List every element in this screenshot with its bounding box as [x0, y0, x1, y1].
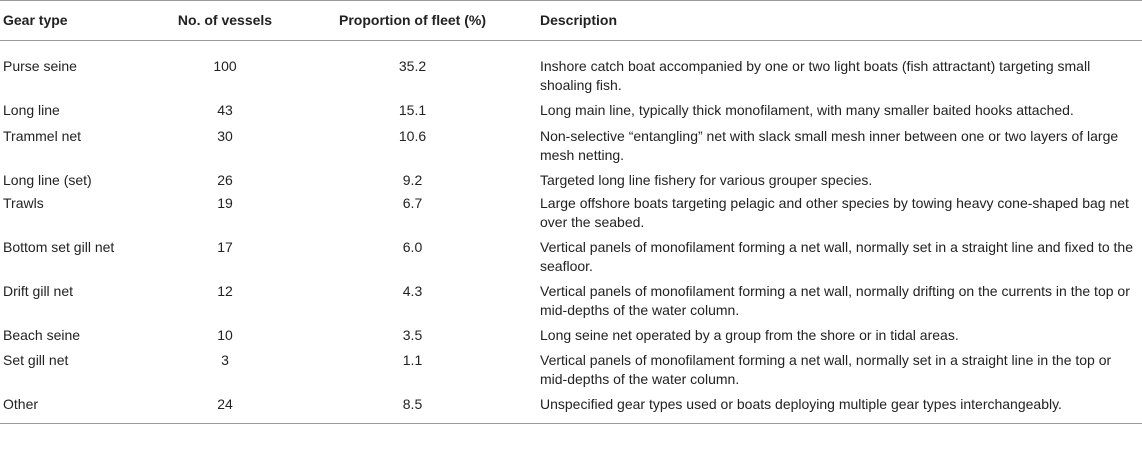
table-row [0, 323, 1142, 348]
cell-proportion: 15.1 [398, 102, 427, 118]
cell-description: Vertical panels of monofilament forming a net wall, normally set in a straight line in the top or mid-depths of the water column. [540, 352, 1112, 387]
cell-description: Long main line, typically thick monofilament, with many smaller baited hooks attached. [540, 102, 1074, 118]
header-row [0, 1, 1142, 41]
cell-vessels: 12 [217, 283, 233, 299]
cell-description: Targeted long line fishery for various grouper species. [540, 172, 873, 188]
cell-proportion: 4.3 [402, 283, 423, 299]
cell-description: Vertical panels of monofilament forming a net wall, normally drifting on the currents in the top or mid-depths of the water column. [540, 283, 1130, 318]
cell-description: Non-selective “entangling” net with slack small mesh inner between one or two layers of large mesh netting. [540, 128, 1119, 163]
cell-gear-type: Purse seine [3, 58, 77, 74]
cell-vessels: 26 [217, 172, 233, 188]
table-row [0, 392, 1142, 424]
table-row [0, 41, 1142, 99]
cell-vessels: 19 [217, 195, 233, 211]
cell-gear-type: Set gill net [3, 352, 69, 368]
cell-gear-type: Drift gill net [3, 283, 74, 299]
header-vessels: No. of vessels [177, 12, 273, 28]
table-row [0, 235, 1142, 279]
cell-gear-type: Bottom set gill net [3, 239, 115, 255]
table-row [0, 348, 1142, 392]
cell-gear-type: Trawls [3, 195, 44, 211]
cell-gear-type: Trammel net [3, 128, 82, 144]
cell-proportion: 35.2 [398, 58, 427, 74]
header-gear-type: Gear type [3, 12, 68, 28]
cell-description: Unspecified gear types used or boats deploying multiple gear types interchangeably. [540, 396, 1062, 412]
table-row [0, 191, 1142, 235]
cell-vessels: 43 [217, 102, 233, 118]
table-body [0, 41, 1142, 424]
cell-description: Long seine net operated by a group from the shore or in tidal areas. [540, 327, 959, 343]
cell-gear-type: Long line (set) [3, 172, 92, 188]
table-row [0, 98, 1142, 124]
cell-proportion: 1.1 [402, 352, 423, 368]
cell-gear-type: Long line [3, 102, 60, 118]
cell-proportion: 3.5 [402, 327, 423, 343]
cell-proportion: 6.7 [402, 195, 423, 211]
header-description: Description [540, 12, 618, 28]
header-proportion: Proportion of fleet (%) [339, 12, 486, 28]
cell-gear-type: Beach seine [3, 327, 81, 343]
cell-proportion: 6.0 [402, 239, 423, 255]
cell-vessels: 24 [217, 396, 233, 412]
table-row [0, 124, 1142, 168]
cell-proportion: 10.6 [398, 128, 427, 144]
cell-proportion: 8.5 [402, 396, 423, 412]
cell-description: Inshore catch boat accompanied by one or two light boats (fish attractant) targeting small shoaling fish. [540, 58, 1091, 93]
table-row [0, 279, 1142, 323]
cell-description: Vertical panels of monofilament forming a net wall, normally set in a straight line and fixed to the seafloor. [540, 239, 1133, 274]
cell-vessels: 30 [217, 128, 233, 144]
cell-vessels: 17 [217, 239, 233, 255]
table-header [0, 1, 1142, 41]
cell-vessels: 100 [213, 58, 237, 74]
cell-vessels: 10 [217, 327, 233, 343]
cell-vessels: 3 [221, 352, 229, 368]
cell-gear-type: Other [3, 396, 39, 412]
cell-proportion: 9.2 [402, 172, 423, 188]
table-row [0, 168, 1142, 191]
cell-description: Large offshore boats targeting pelagic and other species by towing heavy cone-shaped bag net over the seabed. [540, 195, 1129, 230]
